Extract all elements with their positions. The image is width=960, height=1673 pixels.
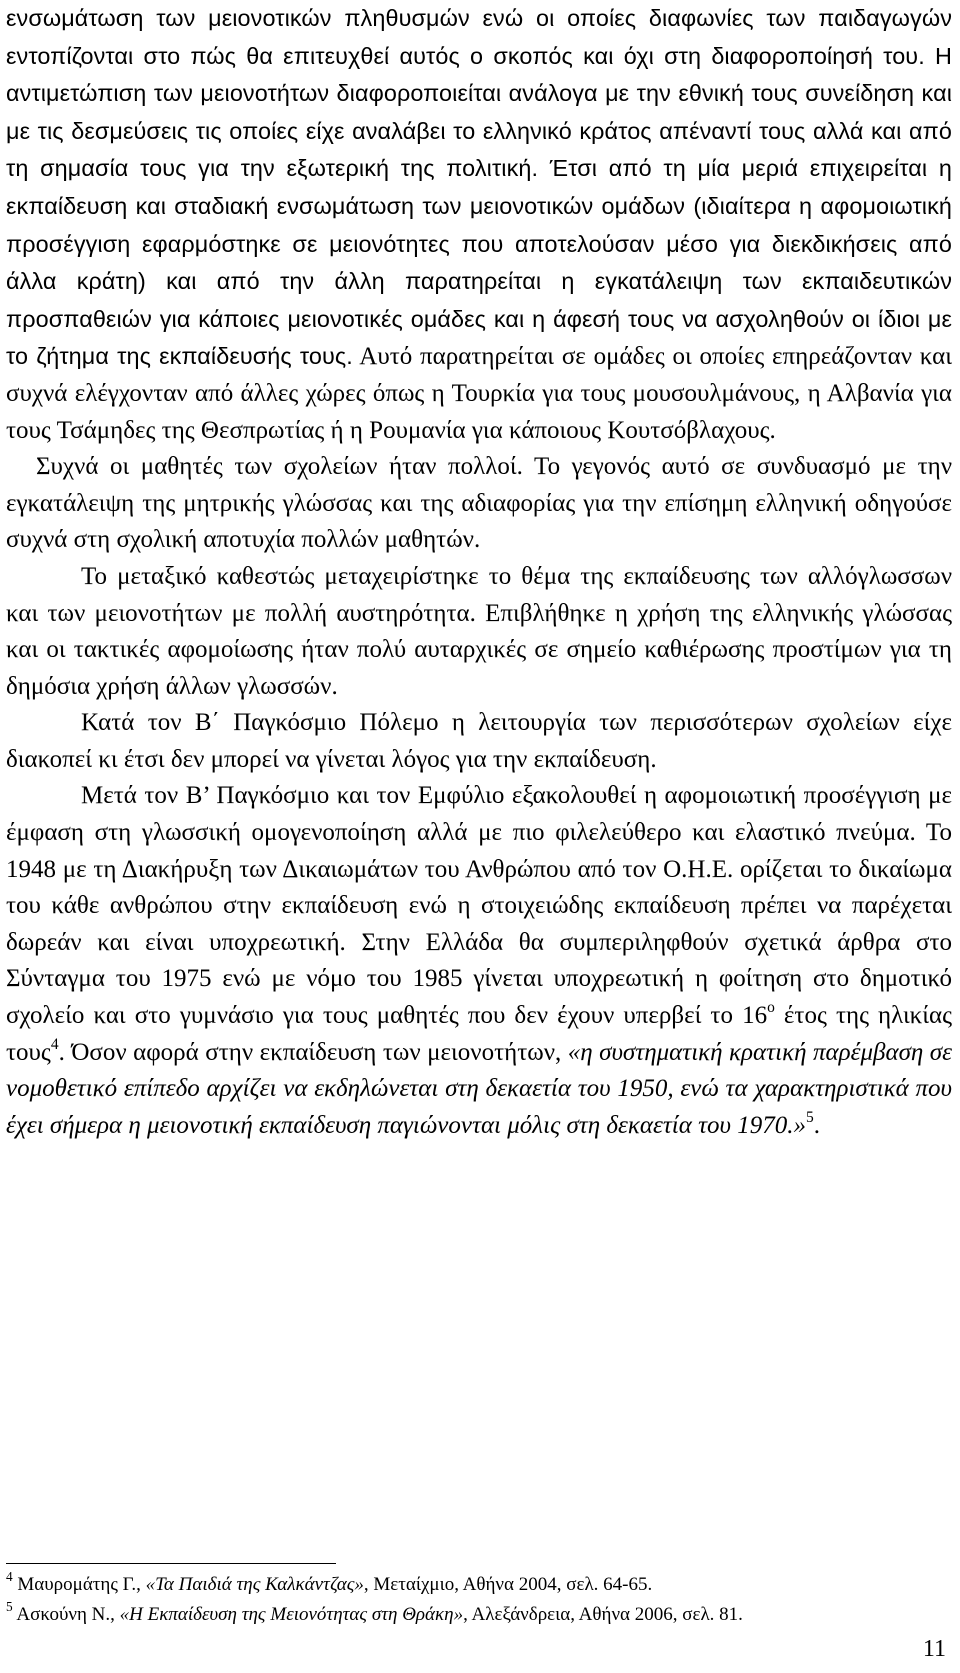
paragraph-5 [6, 778, 952, 1144]
footnote-divider [6, 1563, 336, 1564]
footnote-number: 4 [6, 1569, 13, 1585]
footnote-4 [6, 1570, 946, 1600]
footnote-ref-5[interactable]: 5 [806, 1108, 814, 1126]
footnote-5 [6, 1600, 946, 1630]
paragraph-2: Συχνά οι μαθητές των σχολείων ήταν πολλοί. Το γεγονός αυτό σε συνδυασμό με την εγκατάλειψη της μητρικής γλώσσας και της αδιαφορίας για την επίσημη ελληνική οδηγούσε συχνά στη σχολική αποτυχία πολλών μαθητών. [6, 453, 952, 554]
paragraph-5-end: . [813, 1111, 821, 1139]
paragraph-5-part-1: Μετά τον Β’ Παγκόσμιο και τον Εμφύλιο εξακολουθεί η αφομοιωτική προσέγγιση με έμφαση στη γλωσσική ομογενοποίηση αλλά με πιο φιλελεύθερο και ελαστικό πνεύμα. Το 1948 με τη Διακήρυξη των Δικαιωμάτων του Ανθρώπου από τον Ο.Η.Ε. ορίζεται το δικαίωμα του κάθε ανθρώπου στην εκπαίδευση ενώ η στοιχειώδης εκπαίδευση πρέπει να παρέχεται δωρεάν και είναι υποχρεωτική. Στην Ελλάδα θα συμπεριληφθούν σχετικά άρθρα στο Σύνταγμα του 1975 ενώ με νόμο του 1985 γίνεται υποχρεωτική η φοίτηση στο δημοτικό σχολείο και στο γυμνάσιο για τους μαθητές που δεν έχουν υπερβεί το 16 [6, 782, 952, 1030]
footnote-number: 5 [6, 1599, 13, 1615]
footnote-ref-4[interactable]: 4 [50, 1035, 59, 1053]
paragraph-1-serif-text: Αυτό παρατηρείται σε ομάδες οι οποίες επηρεάζονταν και συχνά ελέγχονταν από άλλες χώρες όπως η Τουρκία για τους μουσουλμάνους, η Αλβανία για τους Τσάμηδες της Θεσπρωτίας ή η Ρουμανία για κάποιους Κουτσόβλαχους. [6, 343, 952, 444]
page-number: 11 [922, 1636, 946, 1662]
paragraph-5-part-2: έτος της ηλικίας τους [6, 1002, 952, 1066]
footnotes [6, 1570, 946, 1630]
ordinal-superscript: ο [767, 999, 775, 1017]
footnote-title: «Η Εκπαίδευση της Μειονότητας στη Θράκη» [119, 1604, 464, 1625]
paragraph-1-sans-text: ενσωμάτωση των μειονοτικών πληθυσμών ενώ οι οποίες διαφωνίες των παιδαγωγών εντοπίζονται στο πώς θα επιτευχθεί αυτός ο σκοπός και όχι στη διαφοροποίησή του. Η αντιμετώπιση των μειονοτήτων διαφοροποιείται ανάλογα με την εθνική τους συνείδηση και με τις δεσμεύσεις τις οποίες είχε αναλάβει το ελληνικό κράτος απέναντί τους αλλά και από τη σημασία τους για την εξωτερική της πολιτική. Έτσι από τη μία μεριά επιχειρείται η εκπαίδευση και σταδιακή ενσωμάτωση των μειονοτικών ομάδων (ιδιαίτερα η αφομοιωτική προσέγγιση εφαρμόστηκε σε μειονότητες που αποτελούσαν μέσο για διεκδικήσεις από άλλα κράτη) και από την άλλη παρατηρείται η εγκατάλειψη των εκπαιδευτικών προσπαθειών για κάποιες μειονοτικές ομάδες και η άφεσή τους να ασχοληθούν οι ίδιοι με το ζήτημα της εκπαίδευσής τους. [6, 5, 952, 370]
footnote-author: Ασκούνη Ν., [12, 1604, 120, 1625]
paragraph-3: Το μεταξικό καθεστώς μεταχειρίστηκε το θέμα της εκπαίδευσης των αλλόγλωσσων και των μειονοτήτων με πολλή αυστηρότητα. Επιβλήθηκε η χρήση της ελληνικής γλώσσας και οι τακτικές αφομοίωσης ήταν πολύ αυταρχικές σε σημείο καθιέρωσης προστίμων για τη δημόσια χρήση άλλων γλωσσών. [6, 562, 952, 700]
footnote-author: Μαυρομάτης Γ., [12, 1574, 146, 1595]
paragraph-5-quote: «η συστηματική κρατική παρέμβαση σε νομοθετικό επίπεδο αρχίζει να εκδηλώνεται στη δεκαετία του 1950, ενώ τα χαρακτηριστικά που έχει σήμερα η μειονοτική εκπαίδευση παγιώνονται μόλις στη δεκαετία του 1970.» [6, 1038, 952, 1139]
footnote-title: «Τα Παιδιά της Καλκάντζας» [145, 1574, 364, 1595]
footnote-publication: , Αλεξάνδρεια, Αθήνα 2006, σελ. 81. [463, 1604, 743, 1625]
footnote-publication: , Μεταίχμιο, Αθήνα 2004, σελ. 64-65. [363, 1574, 653, 1595]
paragraph-4: Κατά τον Β΄ Παγκόσμιο Πόλεμο η λειτουργία των περισσότερων σχολείων είχε διακοπεί κι έτσι δεν μπορεί να γίνεται λόγος για την εκπαίδευση. [6, 709, 952, 773]
paragraph-1 [6, 0, 952, 449]
paragraph-5-part-3: . Όσον αφορά στην εκπαίδευση των μειονοτήτων, [58, 1038, 568, 1066]
main-text [6, 0, 952, 1144]
